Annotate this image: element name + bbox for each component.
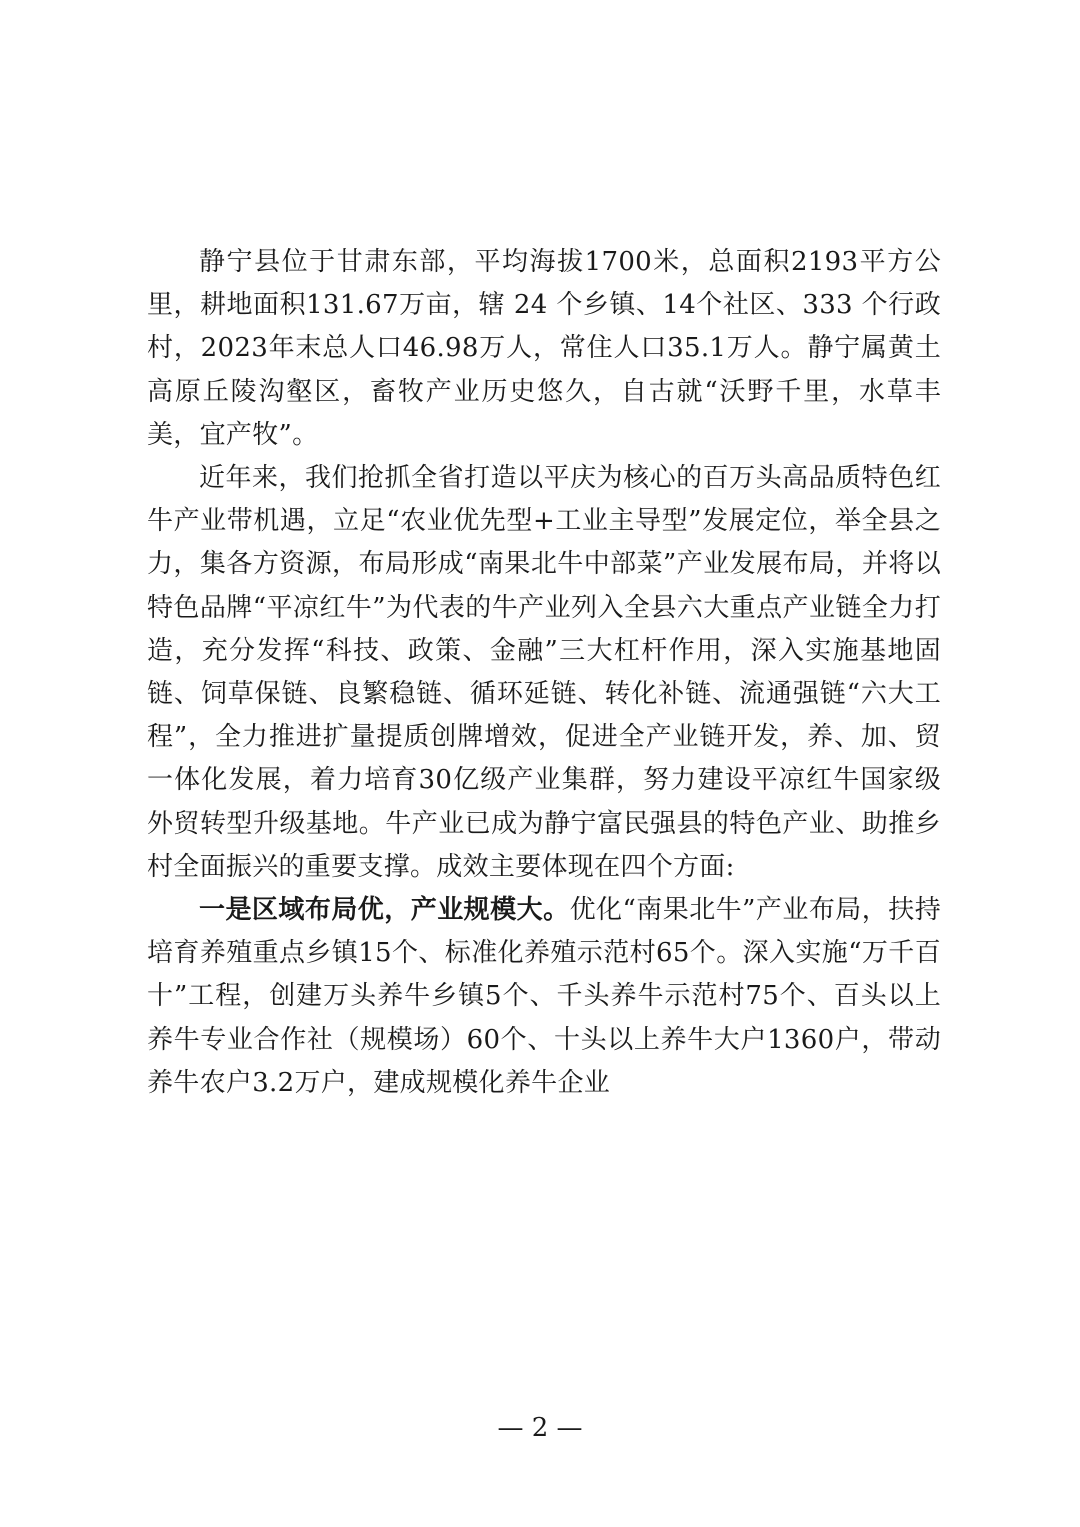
paragraph-lead-heading: 一是区域布局优，产业规模大。 <box>199 895 570 926</box>
page-number: — 2 — <box>497 1413 583 1443</box>
paragraph-industry-development <box>147 457 941 889</box>
paragraph-regional-layout <box>147 889 941 1105</box>
paragraph-county-overview <box>147 241 941 457</box>
document-body <box>147 241 941 1105</box>
paragraph-text: 优化“南果北牛”产业布局，扶持培育养殖重点乡镇15个、标准化养殖示范村65个。深入实施“万千百十”工程，创建万头养牛乡镇5个、千头养牛示范村75个、百头以上养牛专业合作社（规模场）60个、十头以上养牛大户1360户，带动养牛农户3.2万户，建成规模化养牛企业 <box>147 895 941 1098</box>
paragraph-text: 静宁县位于甘肃东部，平均海拔1700米，总面积2193平方公里，耕地面积131.67万亩，辖 24 个乡镇、14个社区、333 个行政村，2023年末总人口46.98万人，常住人口35.1万人。静宁属黄土高原丘陵沟壑区，畜牧产业历史悠久，自古就“沃野千里，水草丰美，宜产牧”。 <box>147 247 941 450</box>
paragraph-text: 近年来，我们抢抓全省打造以平庆为核心的百万头高品质特色红牛产业带机遇，立足“农业优先型+工业主导型”发展定位，举全县之力，集各方资源，布局形成“南果北牛中部菜”产业发展布局，并将以特色品牌“平凉红牛”为代表的牛产业列入全县六大重点产业链全力打造，充分发挥“科技、政策、金融”三大杠杆作用，深入实施基地固链、饲草保链、良繁稳链、循环延链、转化补链、流通强链“六大工程”，全力推进扩量提质创牌增效，促进全产业链开发，养、加、贸一体化发展，着力培育30亿级产业集群，努力建设平凉红牛国家级外贸转型升级基地。牛产业已成为静宁富民强县的特色产业、助推乡村全面振兴的重要支撑。成效主要体现在四个方面: <box>147 463 941 882</box>
